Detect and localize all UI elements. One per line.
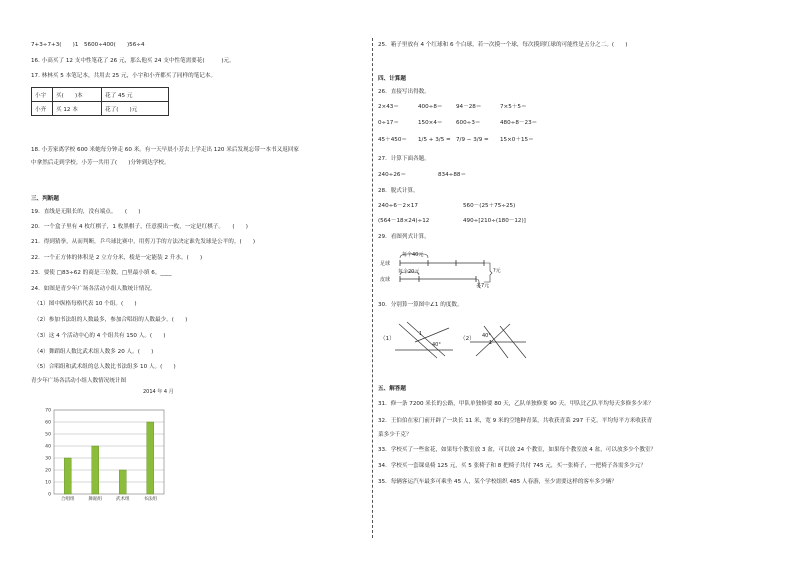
y-tick-label: 0 [48, 492, 51, 498]
bar [147, 422, 154, 494]
section-heading-solve: 五、解答题 [378, 386, 406, 392]
table-cell: 花了 45 元 [102, 88, 169, 102]
calc-item: 45＋450＝ [378, 137, 407, 143]
question-23: 23．要使 □83÷62 的商是三位数，□里最小填 6。____ [31, 270, 172, 276]
y-tick-label: 60 [45, 420, 51, 426]
calc-item: 240÷26＝ [378, 172, 407, 178]
calc-item-fraction: 7/9 − 3/9 = [456, 137, 489, 143]
question-28: 28．脱式计算。 [378, 188, 419, 194]
calc-item: 560－(25＋75÷25) [463, 203, 516, 209]
question-31: 31．修一条 7200 米长的公路，甲队单独修要 80 天，乙队单独修要 90 天。甲队比乙队平均每天多修多少米？ [378, 401, 654, 407]
question-27: 27．计算下面各题。 [378, 156, 430, 162]
question-24-2: （2）参加书法组的人数最多，参加合唱组的人数最少。( ) [34, 317, 188, 323]
diagram-label: 每个40元 [402, 252, 424, 258]
x-tick-label: 舞蹈组 [88, 497, 103, 502]
bar [119, 470, 126, 494]
question-19: 19．直线是无限长的，没有端点。 ( ) [31, 209, 141, 215]
question-24-4: （4）舞蹈组人数比武术组人数多 20 人。( ) [34, 349, 154, 355]
question-32-line1: 32．王伯伯在家门前开辟了一块长 11 米，宽 9 米的空地种青菜，共收获青菜 297 千克。平均每平方米收获青 [378, 418, 653, 424]
calc-item: 400÷8＝ [418, 104, 443, 110]
diagram-label: 多7元 [476, 283, 490, 289]
table-cell: 小宇 [32, 88, 53, 102]
calc-item: 240÷6－2×17 [378, 203, 418, 209]
question-29: 29．看图列式计算。 [378, 234, 430, 240]
prev-question-tail: 7+3÷7+3( )1 5600÷400( )56÷4 [31, 42, 145, 48]
section-heading-calc: 四、计算题 [378, 76, 406, 82]
diagram-label: 每个20元 [398, 269, 420, 275]
question-34: 34．学校买一套课桌椅 125 元，买 5 张椅子和 8 把椅子共付 745 元，买一张椅子，一把椅子各需多少元？ [378, 463, 646, 469]
question-21: 21．得到猜拳，从而判断，乒乓球比赛中，用剪刀手的方法决定谁先发球是公平的。( ) [31, 239, 256, 245]
question-22: 22．一个正方体的体积是 2 立方分米，棱是一定能装 2 升水。( ) [31, 255, 203, 261]
angle-figure-1 [395, 322, 455, 358]
calc-item: 2×43＝ [378, 104, 399, 110]
table-cell: 买 12 本 [53, 102, 102, 116]
y-tick-label: 20 [45, 468, 51, 474]
calc-item: 490÷[210÷(180－12)] [463, 218, 526, 224]
y-tick-label: 40 [45, 444, 51, 450]
question-16: 16. 小高买了 12 支中性笔花了 26 元，那么他买 24 支中性笔需要花( )元。 [31, 58, 235, 64]
table-cell: 小齐 [32, 102, 53, 116]
table-cell: 花了( )元 [102, 102, 169, 116]
question-32-line2: 菜多少千克？ [378, 432, 412, 438]
figure-label: （2） [460, 336, 475, 342]
question-24: 24．如图是青少年广场各活动小组人数统计情况。 [31, 286, 156, 292]
y-tick-label: 30 [45, 456, 51, 462]
bar-chart [40, 398, 170, 508]
question-30: 30．分别算一算图中∠1 的度数。 [378, 302, 463, 308]
angle-label: 40° [482, 333, 491, 339]
question-18-line2: 中拿然后走到学校。小芳一共用了( )分钟到达学校。 [31, 160, 170, 166]
diagram-label: ?元 [493, 268, 501, 274]
figure-label: （1） [380, 336, 395, 342]
question-24-3: （3）这 4 个活动中心的 4 个组共有 150 人。( ) [34, 333, 166, 339]
x-tick-label: 书法组 [143, 497, 158, 502]
question-18-line1: 18. 小芳家离学校 600 米她每分钟走 60 米。有一天早晨小芳去上学走出 120 米后发现忘带一本书又返回家 [31, 147, 299, 153]
bar [64, 458, 71, 494]
bar [92, 446, 99, 494]
calc-item: 600÷3＝ [456, 120, 481, 126]
question-33: 33．学校买了一些盆花，如果每个教室放 3 盆，可以放 24 个教室，如果每个教室放 4 盆，可以放多少个教室？ [378, 447, 657, 453]
calc-item: 0÷17＝ [378, 120, 399, 126]
calc-item: 834÷88＝ [438, 172, 467, 178]
y-tick-label: 70 [45, 408, 51, 414]
x-tick-label: 武术组 [115, 497, 130, 502]
diagram-label: 足球 [380, 261, 391, 267]
chart-subtitle: 2014 年 4 月 [143, 389, 174, 395]
table-cell: 买( )本 [53, 88, 102, 102]
y-tick-label: 10 [45, 480, 51, 486]
question-20: 20．一个盒子里有 4 枚红棋子，1 枚黑棋子，任意摸出一枚，一定是红棋子。 ( ) [31, 224, 248, 230]
column-divider [372, 38, 373, 538]
calc-item: 480÷8－23＝ [500, 120, 538, 126]
angle-figure-2 [470, 322, 530, 358]
calc-item: (564－18×24)÷12 [378, 218, 430, 224]
section-heading-judge: 三、判断题 [31, 196, 59, 202]
x-tick-label: 合唱组 [60, 497, 75, 502]
question-24-5: （5）合唱组和武术组的总人数比书法组多 10 人。( ) [34, 364, 176, 370]
question-25: 25．箱子里放有 4 个红球和 6 个白球，若一次摸一个球，每次摸到红球的可能性是五分之二。( ) [378, 42, 628, 48]
calc-item: 150×4＝ [418, 120, 443, 126]
question-35: 35．每辆客运汽车最多可乘坐 45 人，某个学校组织 485 人春游，至少需要这样的客车多少辆？ [378, 479, 617, 485]
calc-item: 15×0＋15＝ [500, 137, 534, 143]
question-17: 17. 林林买 5 本笔记本，共用去 25 元，小宇和小齐都买了同样的笔记本。 [31, 73, 217, 79]
angle-label: 1 [489, 340, 493, 346]
calc-item: 94－28＝ [456, 104, 482, 110]
y-tick-label: 50 [45, 432, 51, 438]
angle-label: 1 [419, 331, 423, 337]
calc-item: 7×5＋5＝ [500, 104, 527, 110]
question-26: 26．直接写出得数。 [378, 89, 430, 95]
question-24-1: （1）图中纵格每格代表 10 个组。( ) [34, 301, 137, 307]
angle-label: 40° [432, 342, 441, 348]
calc-item-fraction: 1/5 + 3/5 = [418, 137, 451, 143]
diagram-label: 皮球 [380, 277, 391, 283]
chart-title: 青少年广场各活动小组人数情况统计图 [31, 378, 127, 384]
question-17-table [31, 87, 169, 116]
